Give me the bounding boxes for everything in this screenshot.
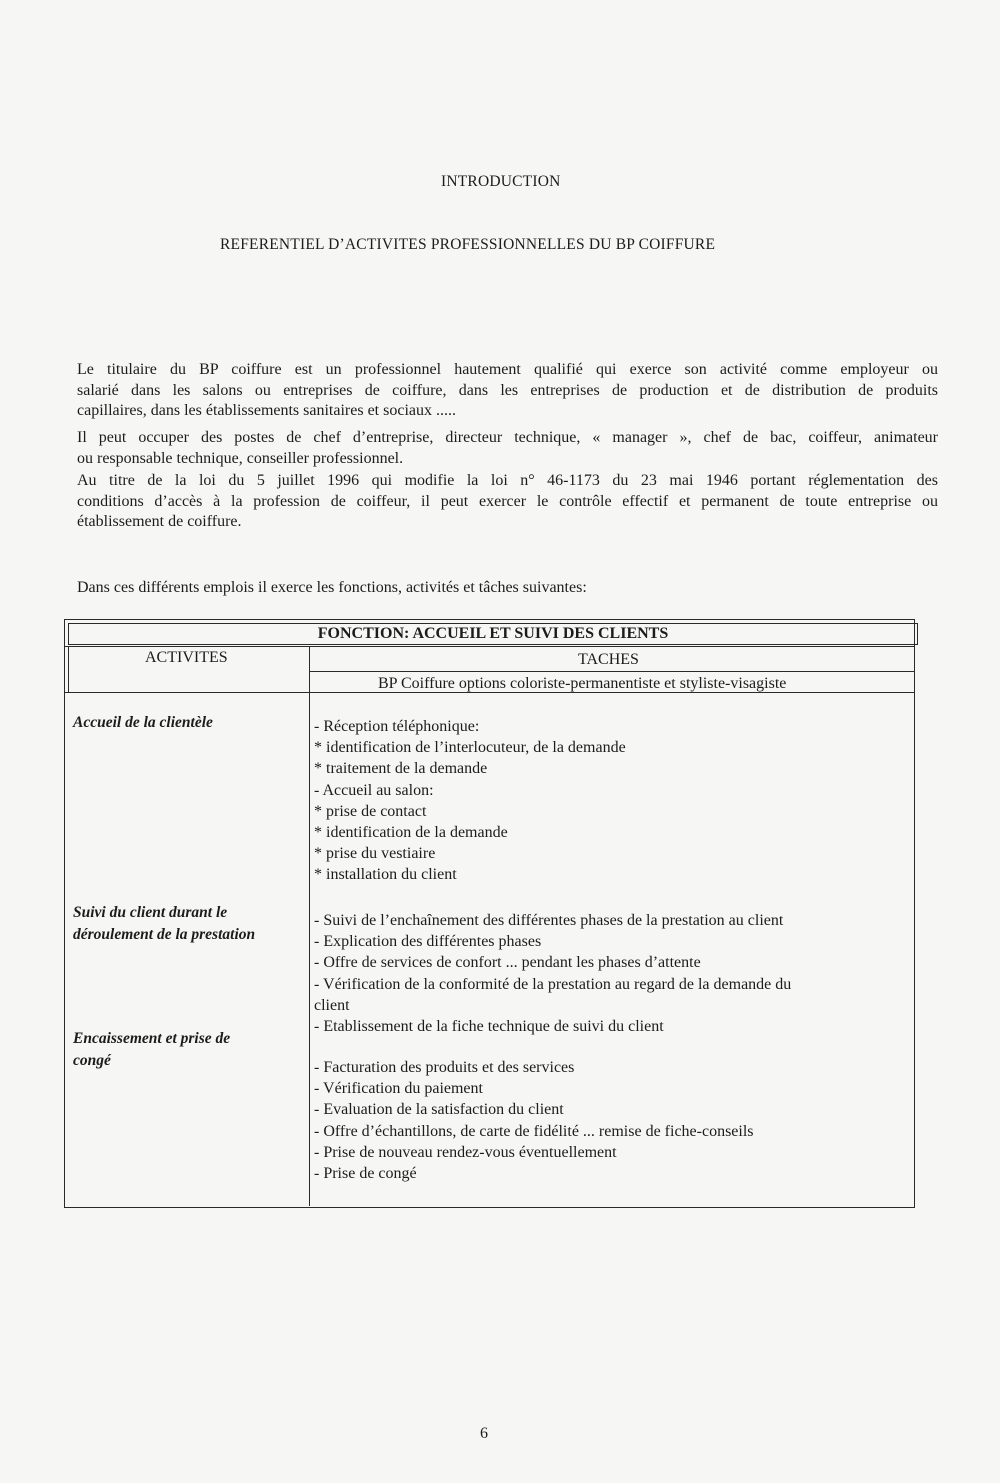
paragraph-line: établissement de coiffure. bbox=[77, 513, 242, 530]
tasks-column-header: TACHES bbox=[578, 651, 639, 668]
task-item: - Réception téléphonique: bbox=[314, 718, 480, 735]
table-rule bbox=[68, 646, 69, 692]
task-item: * prise du vestiaire bbox=[314, 845, 436, 863]
tasks-reception bbox=[314, 716, 904, 886]
activity-line: Encaissement et prise de bbox=[73, 1030, 231, 1047]
activity-line: Suivi du client durant le bbox=[73, 904, 228, 921]
table-rule bbox=[309, 671, 914, 672]
activity-checkout bbox=[73, 1028, 230, 1071]
function-title: FONCTION: ACCUEIL ET SUIVI DES CLIENTS bbox=[68, 623, 918, 645]
tasks-checkout bbox=[314, 1057, 904, 1184]
task-item: - Evaluation de la satisfaction du client bbox=[314, 1101, 564, 1119]
tasks-client-follow-up bbox=[314, 910, 904, 1037]
task-item: - Facturation des produits et des services bbox=[314, 1059, 575, 1076]
intro-paragraph-2 bbox=[77, 428, 938, 469]
task-item: - Etablissement de la fiche technique de suivi du client bbox=[314, 1018, 664, 1036]
paragraph-line: ou responsable technique, conseiller professionnel. bbox=[77, 449, 404, 467]
task-item: - Explication des différentes phases bbox=[314, 933, 542, 951]
task-item: - Offre d’échantillons, de carte de fidélité ... remise de fiche-conseils bbox=[314, 1122, 754, 1140]
activity-line: Accueil de la clientèle bbox=[73, 714, 213, 731]
task-item: * installation du client bbox=[314, 866, 457, 884]
page-number: 6 bbox=[480, 1425, 488, 1442]
table-rule bbox=[65, 646, 914, 647]
task-item: - Prise de congé bbox=[314, 1165, 417, 1183]
paragraph-line: conditions d’accès à la profession de coiffeur, il peut exercer le contrôle effectif et permanent de toute entreprise ou bbox=[77, 492, 938, 510]
activity-reception bbox=[73, 712, 213, 734]
task-item: * traitement de la demande bbox=[314, 760, 488, 778]
task-item: * prise de contact bbox=[314, 802, 427, 820]
activity-line: congé bbox=[73, 1051, 111, 1069]
paragraph-line: salarié dans les salons ou entreprises de coiffure, dans les entreprises de production et de distribution de produits bbox=[77, 381, 938, 399]
introduction-heading: INTRODUCTION bbox=[441, 173, 561, 190]
task-item: - Suivi de l’enchaînement des différentes phases de la prestation au client bbox=[314, 912, 784, 929]
options-subheader: BP Coiffure options coloriste-permanentiste et styliste-visagiste bbox=[378, 675, 787, 692]
paragraph-line: Il peut occuper des postes de chef d’entreprise, directeur technique, « manager », chef de bac, coiffeur, animateur bbox=[77, 429, 938, 446]
referentiel-heading: REFERENTIEL D’ACTIVITES PROFESSIONNELLES DU BP COIFFURE bbox=[220, 236, 716, 253]
column-divider bbox=[309, 646, 310, 1206]
activities-column-header: ACTIVITES bbox=[145, 649, 228, 666]
paragraph-line: capillaires, dans les établissements sanitaires et sociaux ..... bbox=[77, 402, 456, 419]
task-item: - Accueil au salon: bbox=[314, 781, 434, 799]
task-item: - Vérification du paiement bbox=[314, 1080, 483, 1098]
intro-paragraph-3 bbox=[77, 471, 938, 533]
function-table bbox=[64, 619, 915, 1208]
functions-lead-in: Dans ces différents emplois il exerce les fonctions, activités et tâches suivantes: bbox=[77, 579, 587, 596]
paragraph-line: Au titre de la loi du 5 juillet 1996 qui modifie la loi n° 46-1173 du 23 mai 1946 portant réglementation des bbox=[77, 472, 938, 489]
task-item: * identification de la demande bbox=[314, 824, 508, 842]
task-item: client bbox=[314, 996, 350, 1014]
intro-paragraph-1 bbox=[77, 360, 938, 422]
activity-line: déroulement de la prestation bbox=[73, 925, 256, 943]
task-item: - Prise de nouveau rendez-vous éventuellement bbox=[314, 1143, 617, 1161]
activity-client-follow-up bbox=[73, 902, 255, 945]
task-item: * identification de l’interlocuteur, de la demande bbox=[314, 739, 626, 757]
paragraph-line: Le titulaire du BP coiffure est un professionnel hautement qualifié qui exerce son activité comme employeur ou bbox=[77, 361, 938, 378]
task-item: - Vérification de la conformité de la prestation au regard de la demande du bbox=[314, 975, 792, 993]
task-item: - Offre de services de confort ... pendant les phases d’attente bbox=[314, 954, 701, 972]
